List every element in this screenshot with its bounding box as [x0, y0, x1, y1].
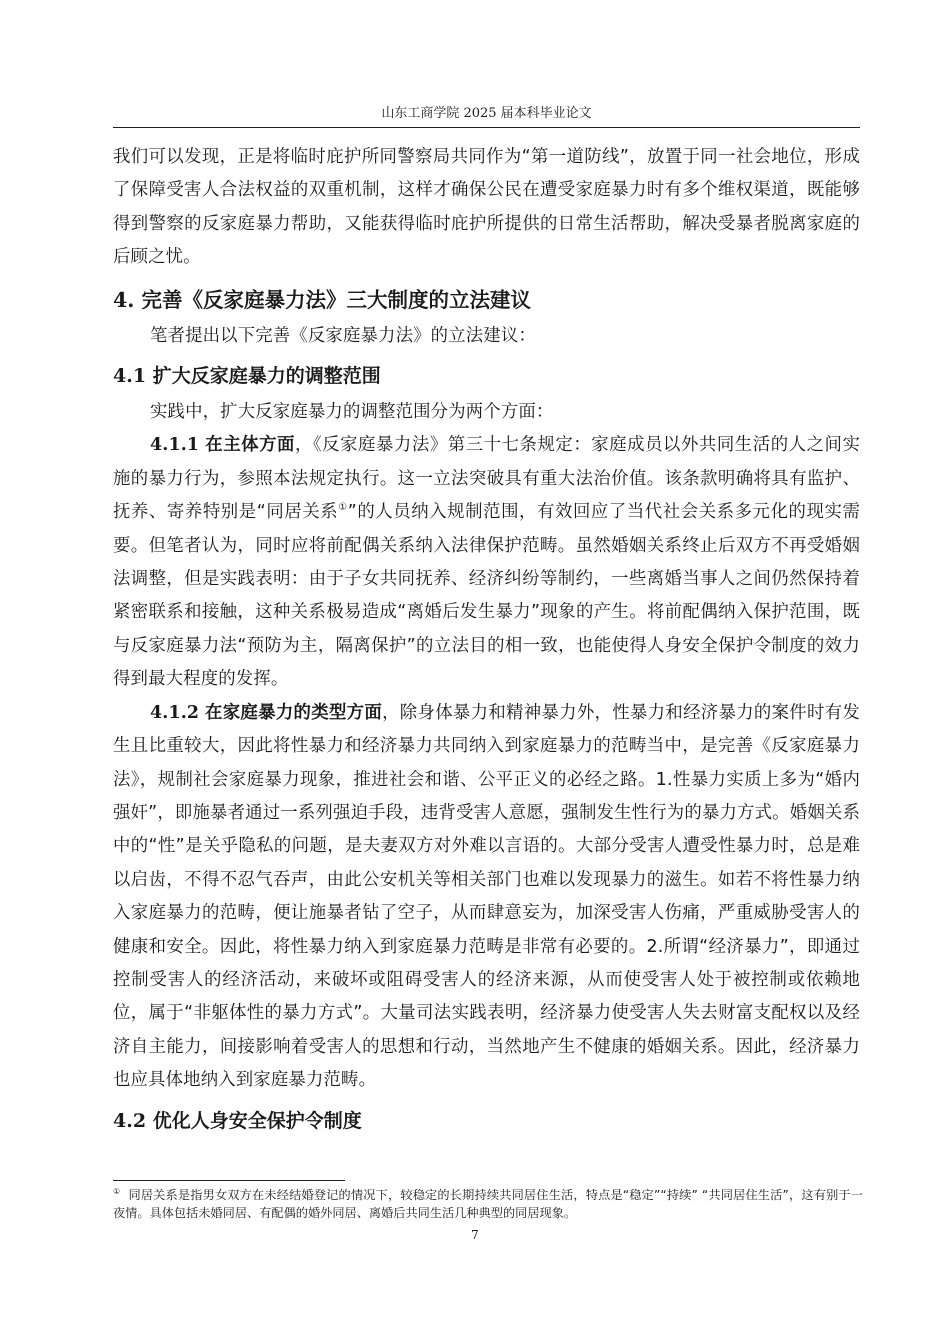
footnote-reference[interactable]: ①	[338, 502, 348, 514]
running-header: 山东工商学院 2025 届本科毕业论文	[381, 106, 592, 121]
footnote-text: 同居关系是指男女双方在未经结婚登记的情况下，较稳定的长期持续共同居住生活，特点是“稳定”“持续” “共同居住生活”，这有别于一夜情。具体包括未婚同居、有配偶的婚外同居、离婚后共同生活几种典型的同居现象。	[113, 1188, 863, 1220]
footnote-divider	[113, 1180, 345, 1181]
section-4-1-intro: 实践中，扩大反家庭暴力的调整范围分为两个方面：	[150, 402, 554, 423]
section-4-1-title: 扩大反家庭暴力的调整范围	[152, 365, 381, 388]
section-4-1-2-lead: 在家庭暴力的类型方面	[205, 702, 383, 723]
section-4-number: 4.	[113, 287, 135, 312]
footnote-marker: ①	[113, 1186, 121, 1196]
section-4-1-number: 4.1	[113, 365, 147, 388]
page-number: 7	[471, 1228, 479, 1242]
section-4-1-1-lead: 在主体方面	[205, 435, 295, 456]
section-4-2-title: 优化人身安全保护令制度	[152, 1109, 362, 1132]
section-4-2-number: 4.2	[113, 1109, 147, 1132]
section-4-1-1-paragraph	[113, 429, 860, 696]
header-divider	[113, 127, 860, 128]
section-4-2-heading	[113, 1104, 860, 1138]
intro-paragraph: 我们可以发现，正是将临时庇护所同警察局共同作为“第一道防线”，放置于同一社会地位，形成了保障受害人合法权益的双重机制，这样才确保公民在遭受家庭暴力时有多个维权渠道，既能够得到警察的反家庭暴力帮助，又能获得临时庇护所提供的日常生活帮助，解决受暴者脱离家庭的后顾之忧。	[113, 147, 860, 268]
section-4-1-2-number: 4.1.2	[150, 702, 200, 723]
section-4-heading	[113, 283, 860, 317]
section-4-intro: 笔者提出以下完善《反家庭暴力法》的立法建议：	[150, 325, 536, 346]
main-content	[113, 141, 860, 1141]
section-4-1-heading	[113, 359, 860, 393]
section-4-1-1-text-b: ”的人员纳入规制范围，有效回应了当代社会关系多元化的现实需要。但笔者认为，同时应将前配偶关系纳入法律保护范畴。虽然婚姻关系终止后双方不再受婚姻法调整，但是实践表明：由于子女共同抚养、经济纠纷等制约，一些离婚当事人之间仍然保持着紧密联系和接触，这种关系极易造成“离婚后发生暴力”现象的产生。将前配偶纳入保护范围，既与反家庭暴力法“预防为主，隔离保护”的立法目的相一致，也能使得人身安全保护令制度的效力得到最大程度的发挥。	[113, 502, 860, 690]
section-4-1-2-text: ，除身体暴力和精神暴力外，性暴力和经济暴力的案件时有发生且比重较大，因此将性暴力和经济暴力共同纳入到家庭暴力的范畴当中，是完善《反家庭暴力法》，规制社会家庭暴力现象，推进社会和谐、公平正义的必经之路。1.性暴力实质上多为“婚内强奸”，即施暴者通过一系列强迫手段，违背受害人意愿，强制发生性行为的暴力方式。婚姻关系中的“性”是关乎隐私的问题，是夫妻双方对外难以言语的。大部分受害人遭受性暴力时，总是难以启齿，不得不忍气吞声，由此公安机关等相关部门也难以发现暴力的滋生。如若不将性暴力纳入家庭暴力的范畴，便让施暴者钻了空子，从而肆意妄为，加深受害人伤痛，严重威胁受害人的健康和安全。因此，将性暴力纳入到家庭暴力范畴是非常有必要的。2.所谓“经济暴力”，即通过控制受害人的经济活动，来破坏或阻碍受害人的经济来源，从而使受害人处于被控制或依赖地位，属于“非躯体性的暴力方式”。大量司法实践表明，经济暴力使受害人失去财富支配权以及经济自主能力，间接影响着受害人的思想和行动，当然地产生不健康的婚姻关系。因此，经济暴力也应具体地纳入到家庭暴力范畴。	[113, 702, 860, 1091]
section-4-1-1-number: 4.1.1	[150, 435, 200, 456]
section-4-1-1-text-a: ，《反家庭暴力法》第三十七条规定：家庭成员以外共同生活的人之间实施的暴力行为，参照本法规定执行。这一立法突破具有重大法治价值。该条款明确将具有监护、抚养、寄养特别是“同居关系	[113, 435, 860, 523]
section-4-1-2-paragraph	[113, 697, 860, 1098]
section-4-title: 完善《反家庭暴力法》三大制度的立法建议	[141, 287, 532, 312]
footnote	[113, 1186, 863, 1222]
